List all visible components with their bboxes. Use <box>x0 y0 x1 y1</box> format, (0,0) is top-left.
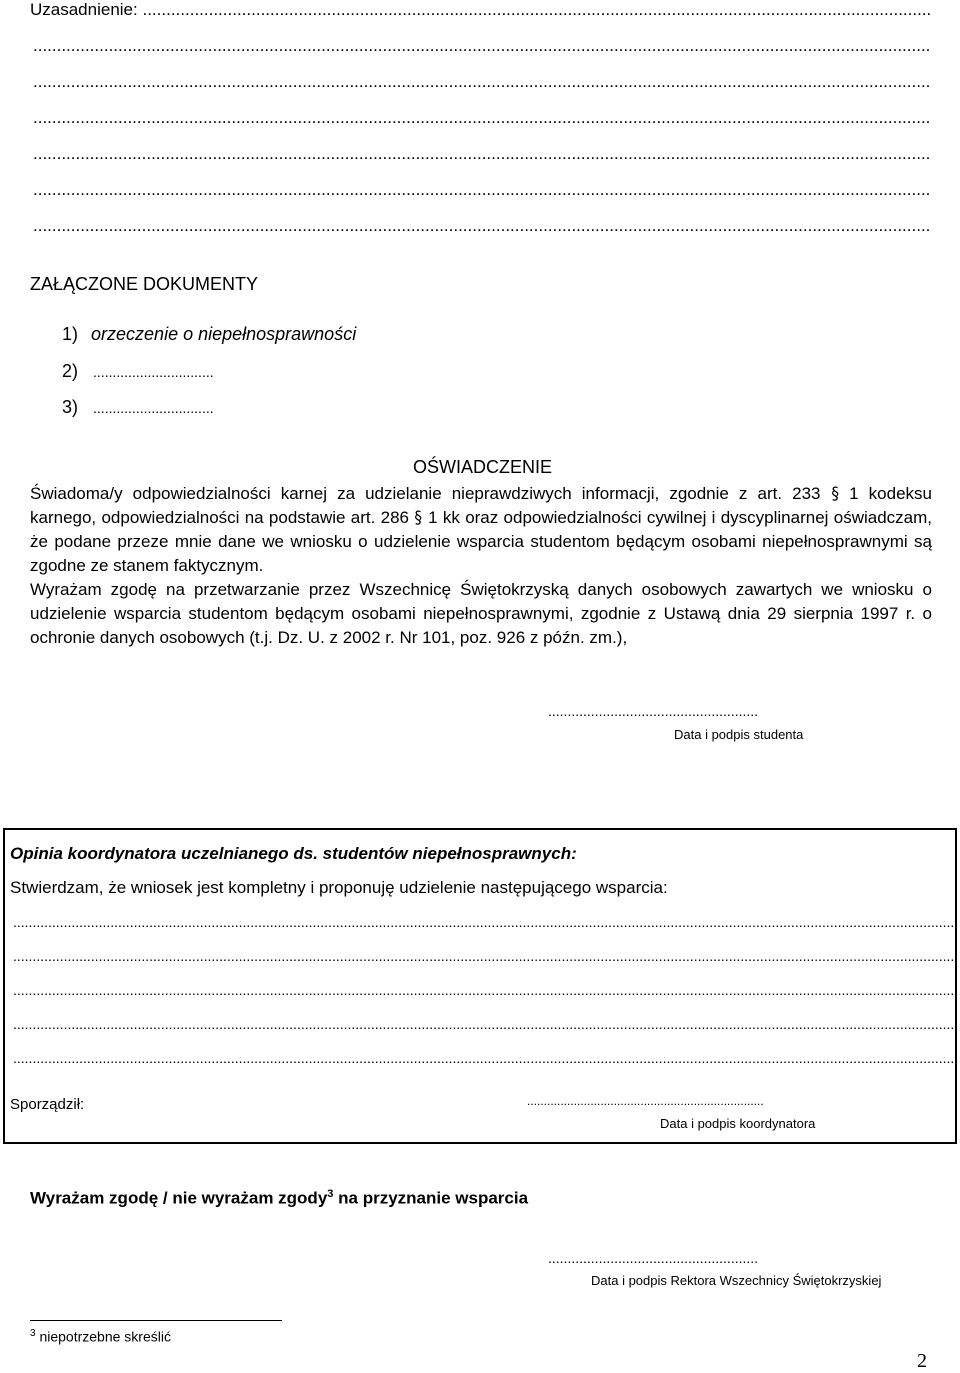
declaration-text-c: 1 kk oraz odpowiedzialności cywilnej i dyscyplinarnej oświadczam, że podane przeze mnie dane we wniosku o udzielenie wsparcia studentom będącym osobami niepełnosprawnymi są zgodne ze stanem faktycznym. <box>30 508 932 575</box>
rector-consent <box>30 1188 528 1209</box>
attachment-item-1 <box>62 324 356 345</box>
coordinator-support-line-2[interactable] <box>13 948 955 968</box>
footnote <box>30 1328 171 1345</box>
declaration-heading: OŚWIADCZENIE <box>413 457 553 477</box>
coordinator-support-line-5[interactable] <box>13 1050 955 1070</box>
justification-line-3[interactable] <box>33 72 930 94</box>
coordinator-signature-label: Data i podpis koordynatora <box>660 1116 816 1131</box>
rector-signature-label: Data i podpis Rektora Wszechnicy Świętokrzyskiej <box>591 1273 882 1288</box>
attachment-number: 1) <box>62 324 79 344</box>
coordinator-support-line-4[interactable] <box>13 1016 955 1036</box>
declaration-text-b: 1 kodeksu karnego, odpowiedzialności na podstawie art. 286 <box>30 484 932 527</box>
student-signature-label: Data i podpis studenta <box>674 727 804 742</box>
attachments-heading: ZAŁĄCZONE DOKUMENTY <box>30 274 259 294</box>
justification-label-line <box>30 0 930 22</box>
student-signature-dots[interactable]: ...................................................... <box>548 703 759 719</box>
justification-line-5[interactable] <box>33 144 930 166</box>
footnote-text: niepotrzebne skreślić <box>35 1328 171 1345</box>
section-sign: § <box>414 508 423 528</box>
coordinator-signature-dots[interactable]: ....................................................................... <box>527 1094 764 1108</box>
justification-line-2[interactable] <box>33 36 930 58</box>
rector-signature-dots[interactable]: ...................................................... <box>548 1250 759 1266</box>
justification-label: Uzasadnienie: <box>30 0 138 19</box>
justification-dots <box>142 0 930 20</box>
declaration-text-a: Świadoma/y odpowiedzialności karnej za udzielanie nieprawdziwych informacji, zgodnie z art. 233 <box>30 484 821 503</box>
coordinator-box <box>3 828 957 1144</box>
attachment-item-2[interactable] <box>62 361 214 382</box>
footnote-rule <box>30 1320 282 1321</box>
coordinator-statement: Stwierdzam, że wniosek jest kompletny i proponuję udzielenie następującego wsparcia: <box>10 878 668 897</box>
prepared-by-label: Sporządził: <box>10 1096 85 1113</box>
rector-consent-tail: na przyznanie wsparcia <box>333 1188 529 1208</box>
coordinator-support-line-1[interactable] <box>13 914 955 934</box>
attachment-item-3[interactable] <box>62 397 214 418</box>
footnote-ref: 3 <box>327 1188 334 1200</box>
attachment-text: orzeczenie o niepełnosprawności <box>91 324 357 344</box>
justification-line-4[interactable] <box>33 108 930 130</box>
attachment-text: ............................... <box>93 364 214 380</box>
declaration-paragraph-2: Wyrażam zgodę na przetwarzanie przez Wszechnicę Świętokrzyską danych osobowych zawartych we wniosku o udzielenie wsparcia studentom będącym osobami niepełnosprawnymi, zgodnie z Ustawą dnia 29 sierpnia 1997 r. o ochronie danych osobowych (t.j. Dz. U. z 2002 r. Nr 101, poz. 926 z późn. zm.), <box>30 580 932 647</box>
attachment-number: 2) <box>62 361 79 381</box>
coordinator-support-line-3[interactable] <box>13 982 955 1002</box>
footnote-number: 3 <box>30 1328 36 1339</box>
page-number: 2 <box>917 1350 927 1372</box>
attachment-text: ............................... <box>93 400 214 416</box>
justification-line-7[interactable] <box>33 216 930 238</box>
declaration-paragraph-1 <box>30 482 932 578</box>
coordinator-box-title: Opinia koordynatora uczelnianego ds. studentów niepełnosprawnych: <box>10 844 577 863</box>
justification-line-6[interactable] <box>33 180 930 202</box>
attachment-number: 3) <box>62 397 79 417</box>
section-sign: § <box>831 484 839 504</box>
rector-consent-main: Wyrażam zgodę / nie wyrażam zgody <box>30 1188 328 1208</box>
